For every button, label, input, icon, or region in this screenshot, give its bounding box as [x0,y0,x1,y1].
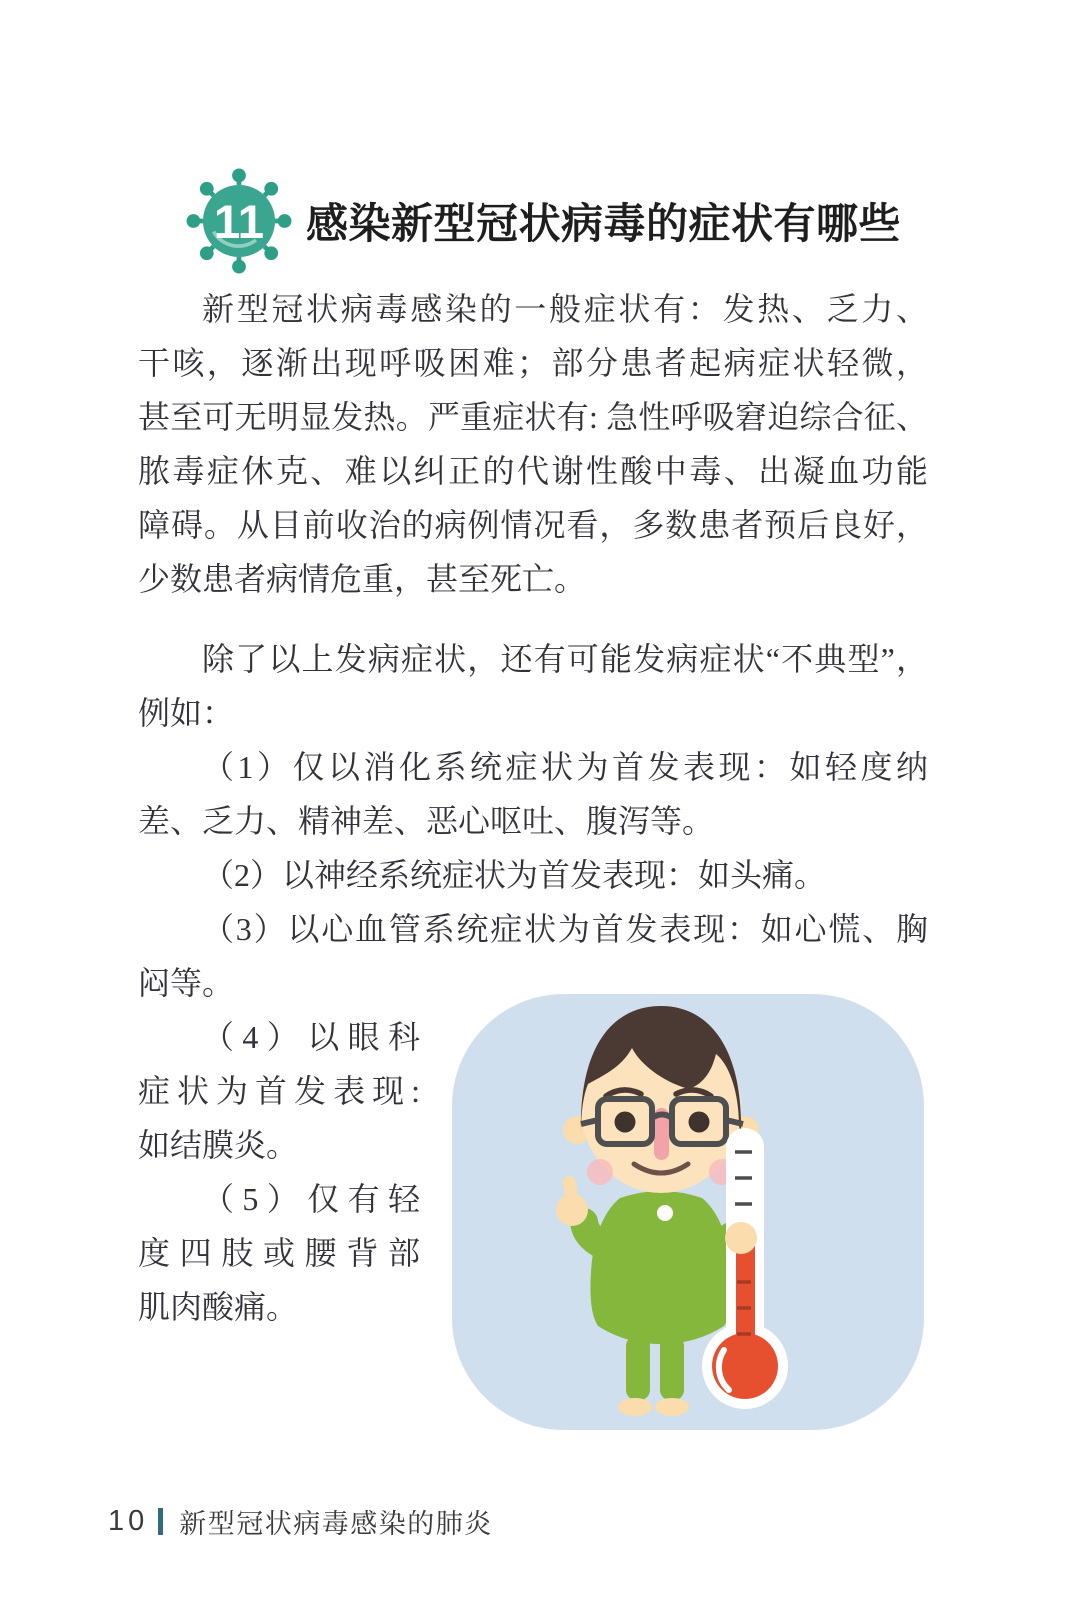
text-line: 干咳，逐渐出现呼吸困难；部分患者起病症状轻微， [138,345,928,381]
text-line: 症状为首发表现: [138,1073,420,1109]
text-line: 少数患者病情危重，甚至死亡。 [138,561,587,597]
text-line: （4）以眼科 [202,1019,420,1055]
footer-book-title: 新型冠状病毒感染的肺炎 [179,1509,493,1539]
text-line: 如结膜炎。 [138,1127,299,1163]
text-line: 除了以上发病症状，还有可能发病症状“不典型”， [202,641,928,677]
text-line: （2）以神经系统症状为首发表现：如头痛。 [202,857,827,893]
page-title: 感染新型冠状病毒的症状有哪些 [306,200,902,247]
page-number: 10 [108,1505,149,1537]
gripping-hand [725,1222,757,1254]
text-line: 障碍。从目前收治的病例情况看，多数患者预后良好， [138,507,928,543]
virus-icon [186,168,292,274]
paragraph-atypical-intro [138,632,928,740]
list-item-2 [138,848,928,902]
paragraph-general-symptoms [138,282,928,606]
section-header [186,168,901,274]
text-line: （3）以心血管系统症状为首发表现：如心慌、胸 [202,911,928,947]
illustration-man-with-thermometer [448,988,928,1433]
text-line: 新型冠状病毒感染的一般症状有：发热、乏力、 [202,291,928,327]
page-content [138,282,928,1433]
text-line: 度四肢或腰背部 [138,1235,420,1271]
text-line: 闷等。 [138,965,235,1001]
section-number: 11 [213,195,265,249]
list-item-1 [138,740,928,848]
text-line: （1）仅以消化系统症状为首发表现：如轻度纳 [202,749,928,785]
page-footer [108,1502,493,1541]
text-line: 例如： [138,695,235,731]
text-line: 差、乏力、精神差、恶心呕吐、腹泻等。 [138,803,715,839]
text-line: 脓毒症休克、难以纠正的代谢性酸中毒、出凝血功能 [138,453,928,489]
text-line: 肌肉酸痛。 [138,1289,299,1325]
footer-divider [158,1508,163,1535]
text-line: 甚至可无明显发热。严重症状有: 急性呼吸窘迫综合征、 [138,399,928,435]
text-line: （5）仅有轻 [202,1181,420,1217]
